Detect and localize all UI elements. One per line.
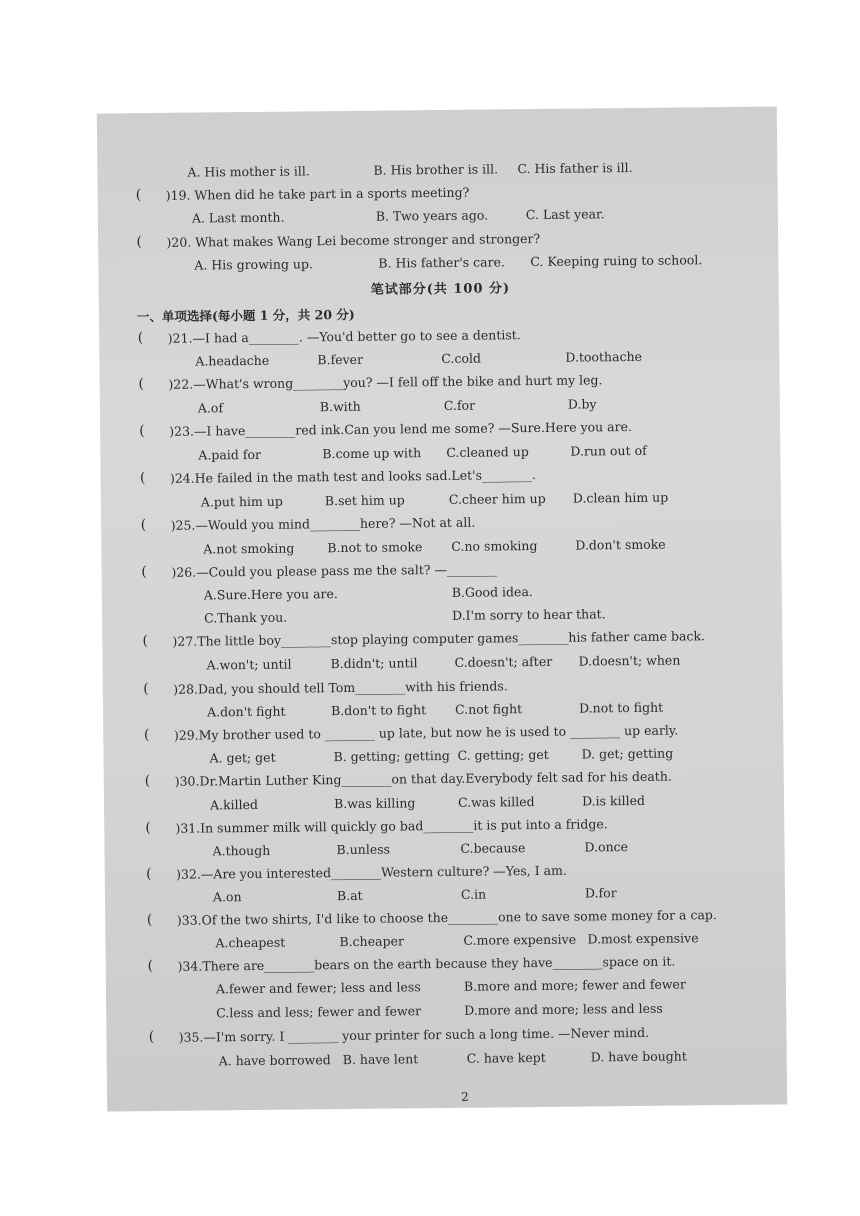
answer-option: D.is killed	[581, 792, 646, 809]
answer-option: D.by	[567, 396, 597, 412]
answer-bracket: (	[146, 866, 152, 883]
question-q32: )32.—Are you interested________Western culture? —Yes, I am.	[176, 862, 567, 882]
answer-option: A.headache	[195, 352, 270, 369]
answer-option: A.though	[212, 842, 271, 859]
answer-bracket: (	[139, 470, 146, 487]
answer-option: A. have borrowed	[218, 1052, 331, 1069]
answer-option: D.more and more; less and less	[464, 1000, 663, 1018]
answer-option: B. getting; getting	[333, 747, 450, 765]
answer-option: B. His father's care.	[378, 254, 506, 271]
answer-option: C. getting; get	[457, 746, 549, 763]
answer-option: A. His growing up.	[194, 256, 313, 273]
answer-option: B.don't to fight	[330, 702, 427, 719]
answer-option: B.at	[336, 887, 363, 904]
answer-bracket: (	[139, 423, 145, 440]
answer-bracket: (	[138, 376, 145, 393]
question-q33: )33.Of the two shirts, I'd like to choose the________one to save some money for a cap.	[176, 907, 717, 928]
answer-option: C. Keeping ruing to school.	[530, 252, 703, 270]
answer-option: B. Two years ago.	[375, 207, 489, 224]
answer-option: A.paid for	[198, 446, 262, 463]
exam-page	[97, 106, 787, 1111]
question-q34: )34.There are________bears on the earth because they have________space on it.	[177, 953, 676, 974]
answer-bracket: (	[143, 681, 149, 698]
answer-bracket: (	[144, 773, 151, 790]
question-q23: )23.—I have________red ink.Can you lend me some? —Sure.Here you are.	[169, 419, 633, 439]
answer-bracket: (	[136, 234, 143, 251]
answer-option: A. His mother is ill.	[187, 163, 310, 180]
answer-option: B.Good idea.	[451, 584, 533, 600]
answer-option: A.put him up	[200, 493, 283, 510]
answer-option: B.fever	[317, 351, 364, 368]
question-q26: )26.—Could you please pass me the salt? —________	[171, 561, 498, 580]
answer-option: D. get; getting	[581, 745, 674, 762]
question-q19: )19. When did he take part in a sports meeting?	[165, 184, 470, 203]
answer-option: D. have bought	[590, 1048, 687, 1065]
answer-option: B.more and more; fewer and fewer	[463, 976, 686, 994]
answer-option: A.Sure.Here you are.	[203, 586, 338, 603]
answer-option: A.cheapest	[215, 934, 286, 951]
answer-option: C.cleaned up	[446, 444, 529, 460]
answer-option: A. Last month.	[191, 209, 285, 226]
answer-option: B.not to smoke	[327, 539, 423, 556]
answer-option: D.once	[584, 839, 629, 855]
answer-option: A. get; get	[209, 749, 276, 766]
answer-option: B.come up with	[322, 445, 422, 462]
page-number: 2	[461, 1089, 469, 1104]
answer-option: B.with	[319, 398, 361, 415]
question-q21: )21.—I had a________. —You'd better go to see a dentist.	[167, 327, 521, 346]
answer-bracket: (	[147, 958, 154, 975]
answer-option: B.set him up	[324, 492, 405, 509]
answer-bracket: (	[145, 820, 151, 837]
answer-option: D.most expensive	[587, 930, 699, 947]
answer-option: A.won't; until	[206, 656, 292, 673]
answer-option: B.cheaper	[339, 933, 404, 950]
answer-option: A.on	[212, 889, 242, 905]
question-q20: )20. What makes Wang Lei become stronger and stronger?	[166, 230, 541, 250]
question-q31: )31.In summer milk will quickly go bad________it is put into a fridge.	[175, 816, 608, 836]
answer-option: D.toothache	[565, 348, 643, 365]
answer-bracket: (	[142, 633, 149, 650]
written-section-title: 笔试部分(共 100 分)	[370, 281, 511, 298]
answer-option: C.in	[460, 886, 487, 902]
answer-option: B.was killing	[333, 795, 416, 812]
answer-option: C. have kept	[466, 1049, 546, 1066]
answer-bracket: (	[137, 330, 144, 347]
question-q24: )24.He failed in the math test and looks sad.Let's________.	[169, 467, 537, 486]
answer-option: C.more expensive	[463, 931, 577, 948]
answer-option: C.was killed	[457, 794, 535, 810]
answer-option: B.didn't; until	[330, 655, 418, 672]
answer-option: B. have lent	[342, 1051, 419, 1068]
question-q28: )28.Dad, you should tell Tom________with his friends.	[173, 678, 508, 697]
answer-option: C.no smoking	[451, 537, 538, 554]
question-q25: )25.—Would you mind________here? —Not at all.	[170, 514, 476, 533]
answer-option: D.don't smoke	[575, 536, 666, 553]
section-one-heading: 一、单项选择(每小题 1 分，共 20 分)	[136, 306, 355, 325]
question-q29: )29.My brother used to ________ up late, but now he is used to ________ up early.	[173, 722, 679, 743]
question-q35: )35.—I'm sorry. I ________ your printer for such a long time. —Never mind.	[178, 1024, 650, 1045]
answer-option: D.doesn't; when	[578, 652, 681, 669]
answer-option: D.I'm sorry to hear that.	[451, 606, 606, 623]
answer-option: B. His brother is ill.	[373, 161, 499, 178]
answer-bracket: (	[146, 912, 153, 929]
answer-option: A.of	[197, 400, 224, 416]
answer-option: D.run out of	[570, 442, 647, 459]
answer-option: C. His father is ill.	[517, 159, 633, 177]
answer-bracket: (	[135, 187, 142, 204]
answer-option: C.doesn't; after	[454, 653, 553, 670]
answer-bracket: (	[140, 517, 147, 534]
answer-option: D.not to fight	[578, 699, 664, 716]
question-q30: )30.Dr.Martin Luther King________on that day.Everybody felt sad for his death.	[174, 768, 672, 789]
answer-option: A.not smoking	[203, 540, 295, 557]
question-q22: )22.—What's wrong________you? —I fell off the bike and hurt my leg.	[168, 372, 603, 392]
answer-option: A.killed	[209, 796, 259, 813]
answer-bracket: (	[141, 564, 147, 581]
answer-bracket: (	[148, 1029, 155, 1046]
answer-option: C.cold	[441, 350, 482, 366]
answer-option: B.unless	[336, 841, 391, 858]
answer-option: C.because	[460, 840, 526, 856]
answer-option: C.less and less; fewer and fewer	[216, 1003, 422, 1021]
answer-option: C.Thank you.	[204, 609, 288, 626]
answer-option: C. Last year.	[525, 206, 605, 223]
answer-option: A.don't fight	[206, 703, 286, 720]
answer-option: C.not fight	[454, 701, 523, 717]
answer-bracket: (	[143, 727, 150, 744]
answer-option: D.for	[584, 885, 617, 901]
question-q27: )27.The little boy________stop playing computer games________his father came back.	[172, 628, 706, 649]
answer-option: C.cheer him up	[448, 490, 546, 507]
answer-option: A.fewer and fewer; less and less	[215, 979, 421, 997]
answer-option: D.clean him up	[572, 489, 669, 506]
answer-option: C.for	[443, 397, 476, 413]
